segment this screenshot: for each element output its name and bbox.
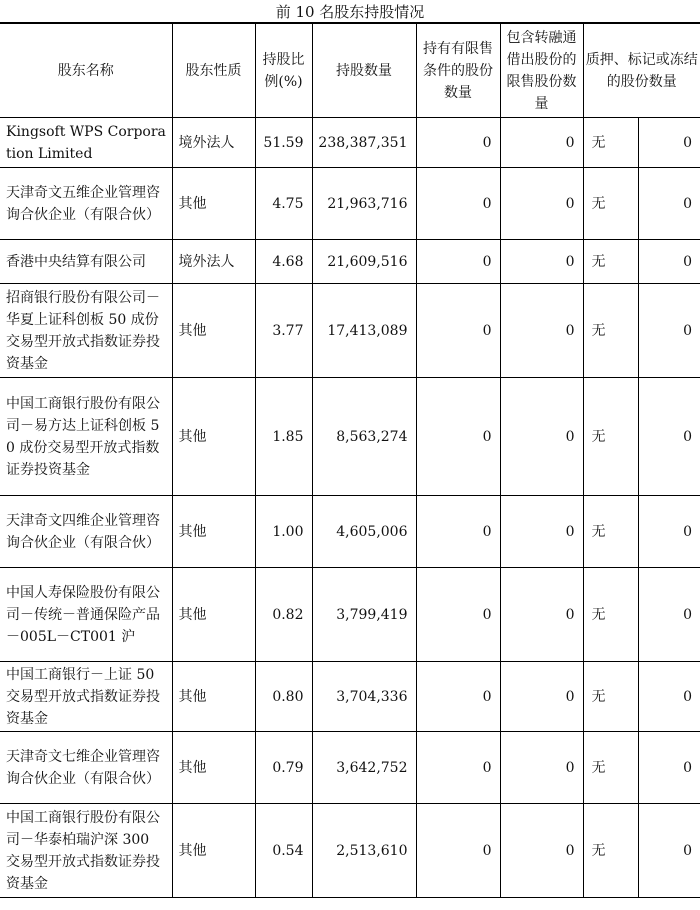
table-header-row xyxy=(0,24,700,118)
shareholder-nature: 其他 xyxy=(172,662,255,732)
holding-ratio: 51.59 xyxy=(255,118,312,168)
pledge-status: 无 xyxy=(583,168,638,240)
table-row xyxy=(0,662,700,732)
shareholder-nature: 其他 xyxy=(172,804,255,898)
pledge-quantity: 0 xyxy=(638,496,700,568)
table-row xyxy=(0,118,700,168)
pledge-status: 无 xyxy=(583,662,638,732)
restricted-shares: 0 xyxy=(416,732,500,804)
pledge-status: 无 xyxy=(583,568,638,662)
shareholder-name: 招商银行股份有限公司－华夏上证科创板 50 成份交易型开放式指数证券投资基金 xyxy=(0,284,172,378)
pledge-status: 无 xyxy=(583,118,638,168)
holding-ratio: 0.54 xyxy=(255,804,312,898)
pledge-status: 无 xyxy=(583,240,638,284)
holding-quantity: 17,413,089 xyxy=(312,284,416,378)
shareholder-name: 香港中央结算有限公司 xyxy=(0,240,172,284)
holding-ratio: 1.00 xyxy=(255,496,312,568)
shareholder-nature: 其他 xyxy=(172,378,255,496)
table-row xyxy=(0,284,700,378)
holding-quantity: 21,963,716 xyxy=(312,168,416,240)
holding-ratio: 0.82 xyxy=(255,568,312,662)
holding-quantity: 21,609,516 xyxy=(312,240,416,284)
header-quantity: 持股数量 xyxy=(312,24,416,118)
shareholder-table xyxy=(0,23,700,898)
shareholder-nature: 其他 xyxy=(172,496,255,568)
shareholder-nature: 其他 xyxy=(172,732,255,804)
restricted-shares: 0 xyxy=(416,118,500,168)
header-nature: 股东性质 xyxy=(172,24,255,118)
shareholder-name: 天津奇文五维企业管理咨询合伙企业（有限合伙） xyxy=(0,168,172,240)
holding-quantity: 3,799,419 xyxy=(312,568,416,662)
lending-restricted-shares: 0 xyxy=(500,662,583,732)
shareholder-nature: 其他 xyxy=(172,284,255,378)
shareholder-name: 天津奇文七维企业管理咨询合伙企业（有限合伙） xyxy=(0,732,172,804)
shareholder-name: 中国工商银行－上证 50 交易型开放式指数证券投资基金 xyxy=(0,662,172,732)
shareholder-name: 中国工商银行股份有限公司－华泰柏瑞沪深 300 交易型开放式指数证券投资基金 xyxy=(0,804,172,898)
restricted-shares: 0 xyxy=(416,496,500,568)
pledge-quantity: 0 xyxy=(638,168,700,240)
lending-restricted-shares: 0 xyxy=(500,496,583,568)
holding-quantity: 238,387,351 xyxy=(312,118,416,168)
table-row xyxy=(0,240,700,284)
holding-quantity: 3,642,752 xyxy=(312,732,416,804)
pledge-quantity: 0 xyxy=(638,284,700,378)
header-ratio: 持股比例(%) xyxy=(255,24,312,118)
header-pledge: 质押、标记或冻结的股份数量 xyxy=(583,24,700,118)
pledge-quantity: 0 xyxy=(638,804,700,898)
holding-ratio: 3.77 xyxy=(255,284,312,378)
shareholder-nature: 境外法人 xyxy=(172,118,255,168)
pledge-status: 无 xyxy=(583,284,638,378)
holding-quantity: 2,513,610 xyxy=(312,804,416,898)
lending-restricted-shares: 0 xyxy=(500,378,583,496)
lending-restricted-shares: 0 xyxy=(500,284,583,378)
pledge-quantity: 0 xyxy=(638,378,700,496)
holding-quantity: 8,563,274 xyxy=(312,378,416,496)
shareholder-nature: 其他 xyxy=(172,568,255,662)
lending-restricted-shares: 0 xyxy=(500,804,583,898)
lending-restricted-shares: 0 xyxy=(500,240,583,284)
pledge-status: 无 xyxy=(583,804,638,898)
restricted-shares: 0 xyxy=(416,168,500,240)
pledge-status: 无 xyxy=(583,732,638,804)
holding-quantity: 3,704,336 xyxy=(312,662,416,732)
lending-restricted-shares: 0 xyxy=(500,568,583,662)
table-row xyxy=(0,496,700,568)
pledge-quantity: 0 xyxy=(638,118,700,168)
restricted-shares: 0 xyxy=(416,378,500,496)
header-lending: 包含转融通借出股份的限售股份数量 xyxy=(500,24,583,118)
restricted-shares: 0 xyxy=(416,804,500,898)
shareholder-name: 中国工商银行股份有限公司－易方达上证科创板 50 成份交易型开放式指数证券投资基金 xyxy=(0,378,172,496)
shareholder-name: 天津奇文四维企业管理咨询合伙企业（有限合伙） xyxy=(0,496,172,568)
pledge-status: 无 xyxy=(583,378,638,496)
table-row xyxy=(0,568,700,662)
lending-restricted-shares: 0 xyxy=(500,118,583,168)
holding-ratio: 0.79 xyxy=(255,732,312,804)
lending-restricted-shares: 0 xyxy=(500,168,583,240)
table-row xyxy=(0,168,700,240)
restricted-shares: 0 xyxy=(416,240,500,284)
table-row xyxy=(0,378,700,496)
pledge-quantity: 0 xyxy=(638,732,700,804)
holding-ratio: 0.80 xyxy=(255,662,312,732)
shareholder-nature: 境外法人 xyxy=(172,240,255,284)
pledge-status: 无 xyxy=(583,496,638,568)
pledge-quantity: 0 xyxy=(638,662,700,732)
table-title: 前 10 名股东持股情况 xyxy=(0,0,700,23)
header-name: 股东名称 xyxy=(0,24,172,118)
table-row xyxy=(0,732,700,804)
pledge-quantity: 0 xyxy=(638,568,700,662)
shareholder-nature: 其他 xyxy=(172,168,255,240)
table-row xyxy=(0,804,700,898)
pledge-quantity: 0 xyxy=(638,240,700,284)
holding-ratio: 1.85 xyxy=(255,378,312,496)
lending-restricted-shares: 0 xyxy=(500,732,583,804)
shareholder-name: Kingsoft WPS Corporation Limited xyxy=(0,118,172,168)
restricted-shares: 0 xyxy=(416,662,500,732)
shareholder-name: 中国人寿保险股份有限公司－传统－普通保险产品－005L－CT001 沪 xyxy=(0,568,172,662)
restricted-shares: 0 xyxy=(416,284,500,378)
holding-ratio: 4.68 xyxy=(255,240,312,284)
holding-ratio: 4.75 xyxy=(255,168,312,240)
restricted-shares: 0 xyxy=(416,568,500,662)
holding-quantity: 4,605,006 xyxy=(312,496,416,568)
header-restricted: 持有有限售条件的股份数量 xyxy=(416,24,500,118)
